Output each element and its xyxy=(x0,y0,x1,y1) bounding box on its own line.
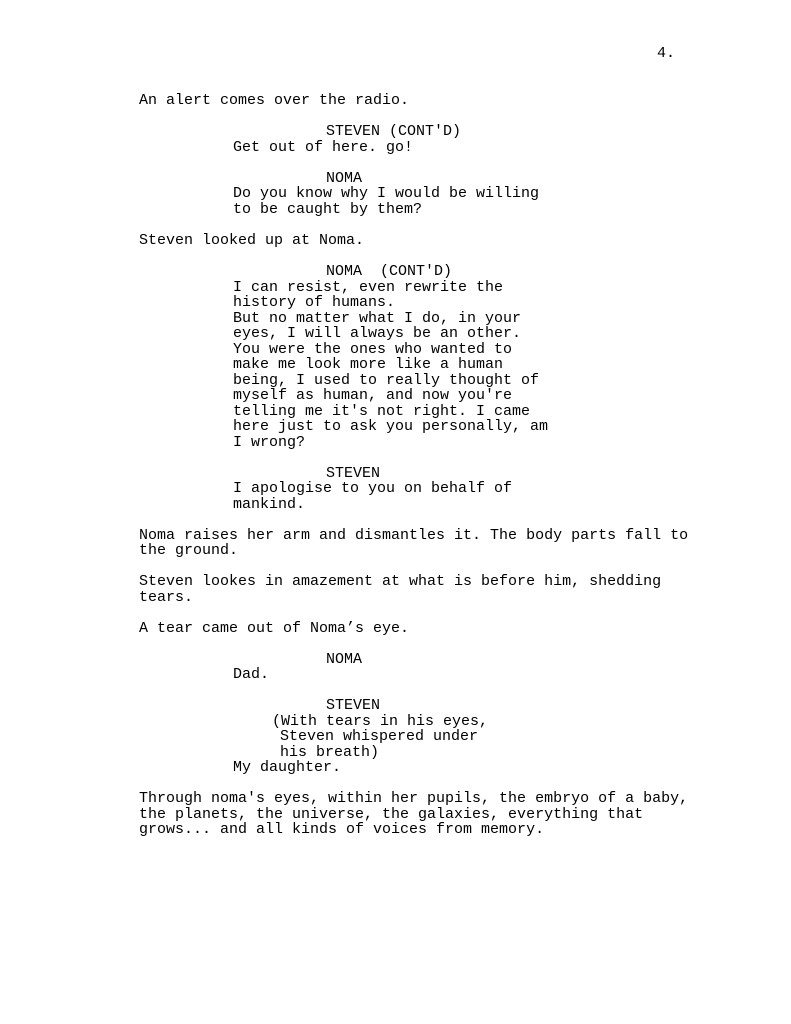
dialogue-line: My daughter. xyxy=(233,759,342,776)
action-line: An alert comes over the radio. xyxy=(139,92,410,109)
dialogue-line: myself as human, and now you're xyxy=(233,387,513,404)
action-line: Through noma's eyes, within her pupils, the embryo of a baby, xyxy=(139,790,689,807)
action-line: tears. xyxy=(139,589,194,606)
dialogue-line: I can resist, even rewrite the xyxy=(233,279,504,296)
action-line: the planets, the universe, the galaxies, everything that xyxy=(139,806,644,823)
page-number: 4. xyxy=(657,45,676,62)
action-line: Steven looked up at Noma. xyxy=(139,232,365,249)
parenthetical-line: his breath) xyxy=(280,744,380,761)
character-name: STEVEN xyxy=(326,697,381,714)
dialogue-line: here just to ask you personally, am xyxy=(233,418,549,435)
dialogue-line: mankind. xyxy=(233,496,306,513)
action-line: A tear came out of Noma’s eye. xyxy=(139,620,410,637)
dialogue-line: Get out of here. go! xyxy=(233,139,414,156)
action-line: Steven lookes in amazement at what is before him, shedding xyxy=(139,573,662,590)
parenthetical-line: Steven whispered under xyxy=(280,728,479,745)
dialogue-line: But no matter what I do, in your xyxy=(233,310,522,327)
character-name: STEVEN (CONT'D) xyxy=(326,123,462,140)
dialogue-line: Do you know why I would be willing xyxy=(233,185,540,202)
dialogue-line: telling me it's not right. I came xyxy=(233,403,531,420)
action-line: grows... and all kinds of voices from memory. xyxy=(139,821,545,838)
dialogue-line: history of humans. xyxy=(233,294,396,311)
dialogue-line: to be caught by them? xyxy=(233,201,423,218)
dialogue-line: I wrong? xyxy=(233,434,306,451)
action-line: Noma raises her arm and dismantles it. The body parts fall to xyxy=(139,527,689,544)
dialogue-line: I apologise to you on behalf of xyxy=(233,480,513,497)
dialogue-line: being, I used to really thought of xyxy=(233,372,540,389)
dialogue-line: Dad. xyxy=(233,666,270,683)
dialogue-line: make me look more like a human xyxy=(233,356,504,373)
dialogue-line: You were the ones who wanted to xyxy=(233,341,513,358)
action-line: the ground. xyxy=(139,542,239,559)
dialogue-line: eyes, I will always be an other. xyxy=(233,325,522,342)
parenthetical-line: (With tears in his eyes, xyxy=(272,713,489,730)
character-name: NOMA xyxy=(326,170,363,187)
character-name: NOMA (CONT'D) xyxy=(326,263,453,280)
character-name: NOMA xyxy=(326,651,363,668)
character-name: STEVEN xyxy=(326,465,381,482)
